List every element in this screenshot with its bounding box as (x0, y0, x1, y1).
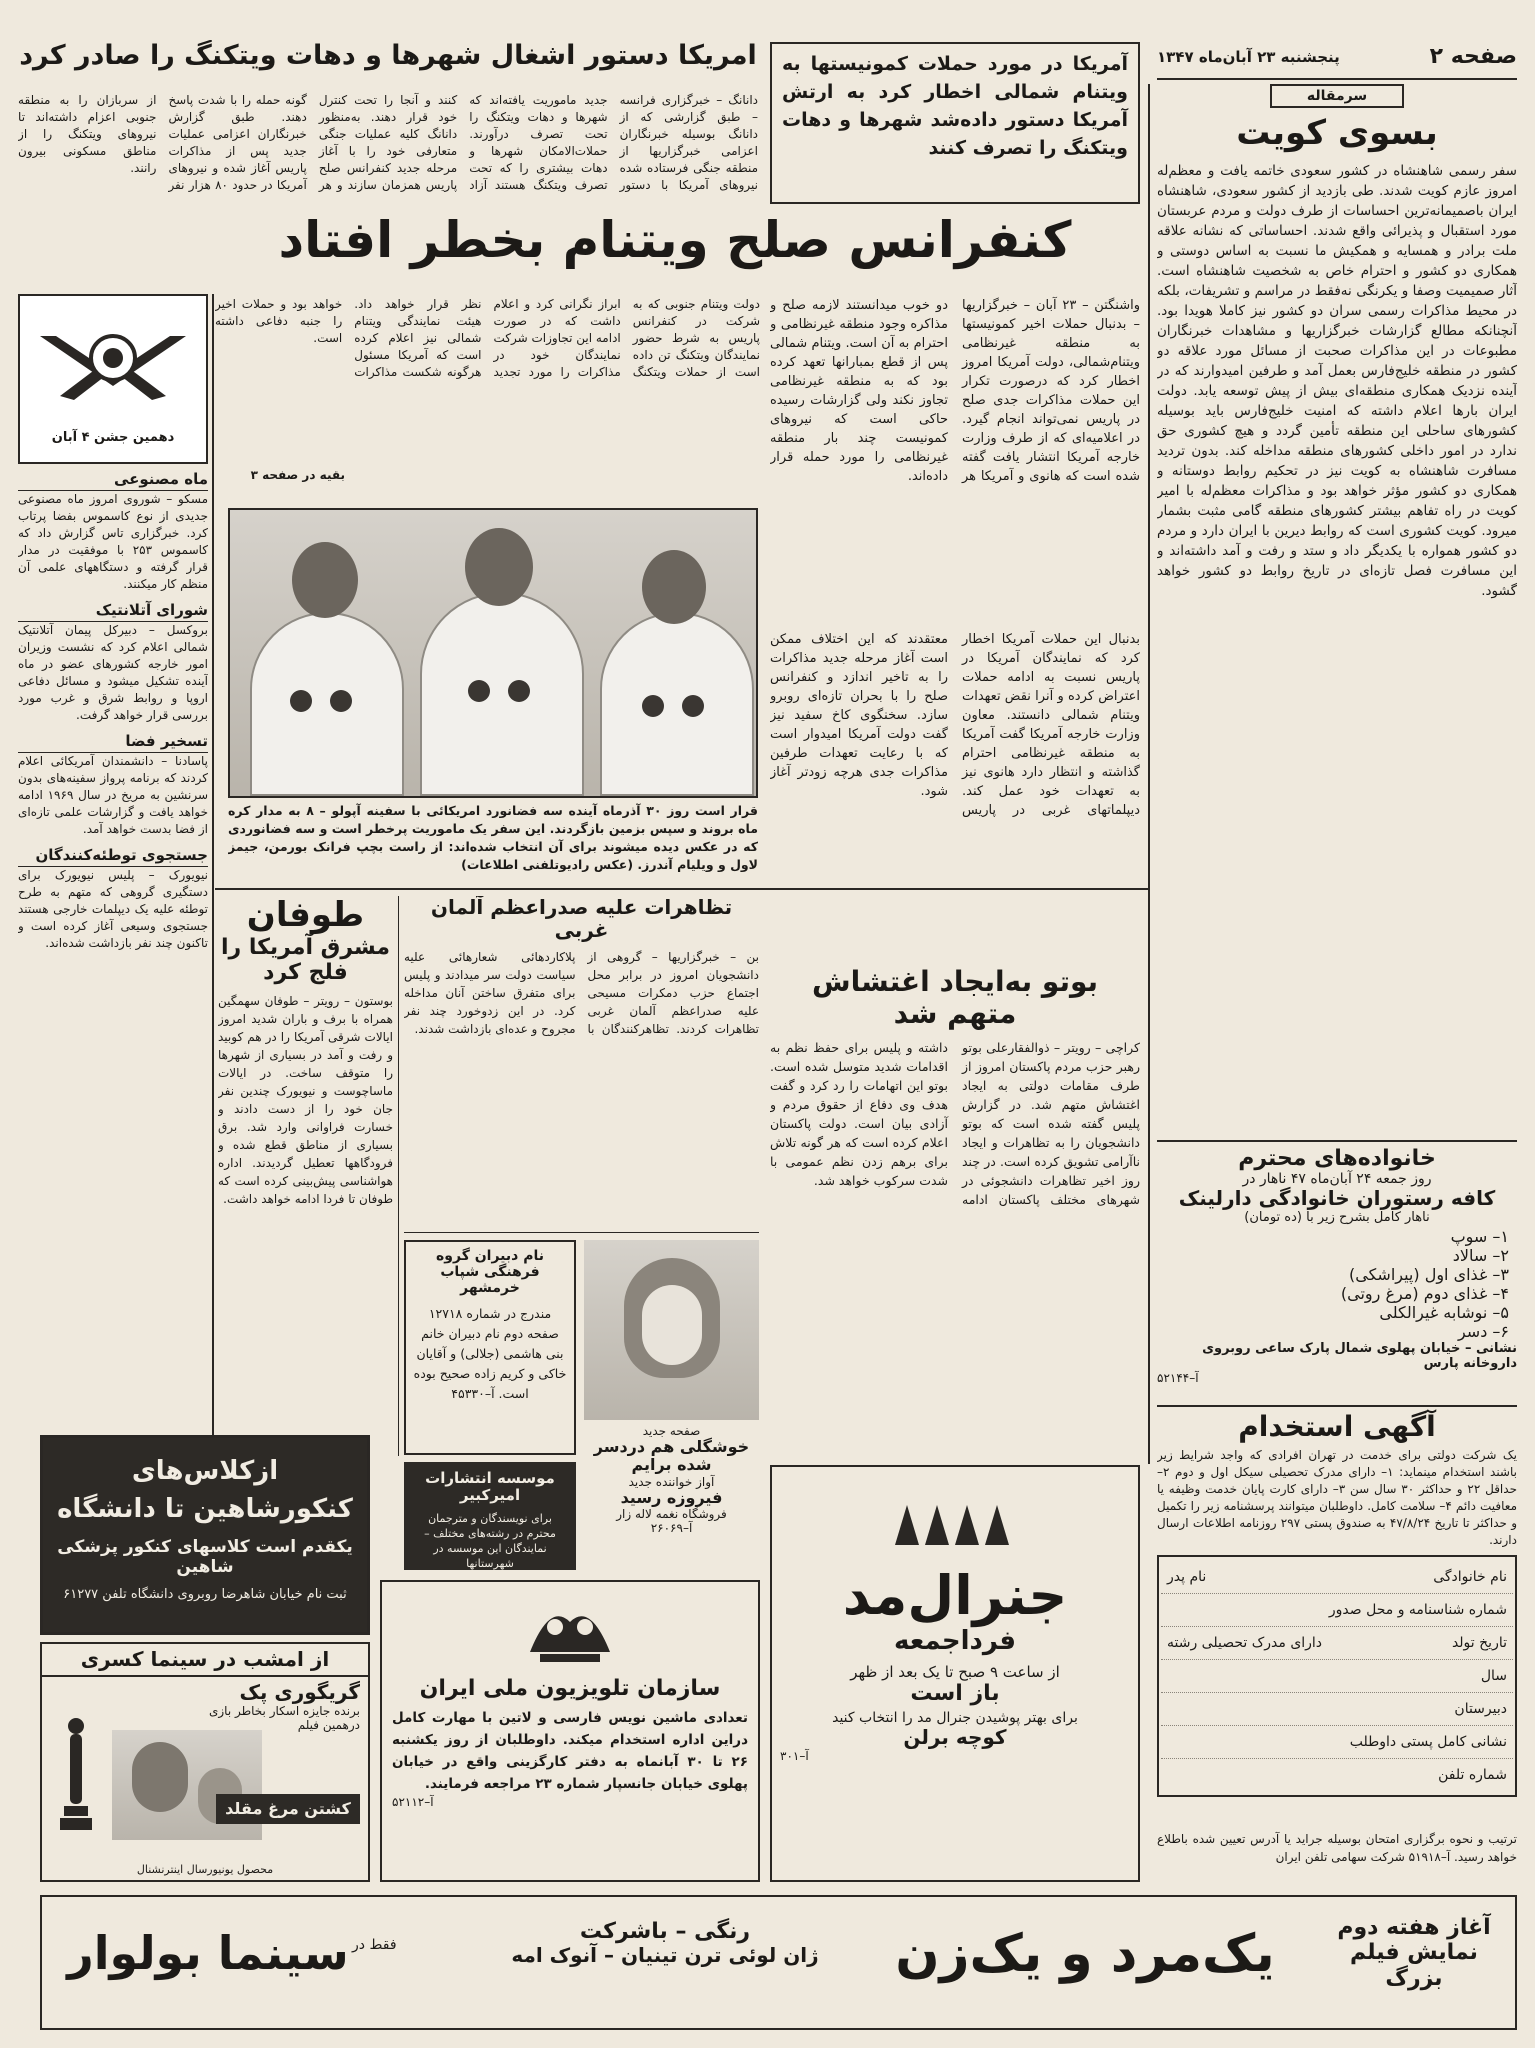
employment-footer: ترتیب و نحوه برگزاری امتحان بوسیله جراید یا آدرس تعیین شده باطلاع خواهد رسید. آ–۵۱۹۱۸ شرکت سهامی تلفن ایران (1157, 1832, 1517, 1864)
suit-connector (642, 695, 664, 717)
form-field-birth-date[interactable]: تاریخ تولد (1451, 1635, 1507, 1652)
singer-photo (584, 1240, 759, 1420)
form-row (1161, 1726, 1513, 1759)
form-field-id-number[interactable]: شماره شناسنامه و محل صدور (1328, 1602, 1507, 1619)
masthead (1157, 40, 1517, 80)
shahin-title: ازکلاس‌های کنکورشاهین تا دانشگاه (57, 1456, 353, 1524)
publisher-ad (404, 1462, 576, 1570)
menu-item: ۶– دسر (1457, 1322, 1509, 1342)
menu-item: ۴– غذای دوم (مرغ روتی) (1340, 1284, 1509, 1304)
form-row (1161, 1660, 1513, 1693)
space-title: تسخیر فضا (18, 732, 208, 753)
bhutto-text: کراچی – رویتر – ذوالفقارعلی بوتو رهبر حزب مردم پاکستان امروز از طرف مقامات دولتی به ایجاد اغتشاش متهم شد. در گزارش پلیس گفته شده است که بوتو دانشجویان را به تظاهرات و ایجاد ناآرامی تشویق کرده است. در چند روز اخیر تظاهرات دانشجوئی در شهرهای مختلف پاکستان ادامه داشته و پلیس برای حفظ نظم به اقدامات شدید متوسل شده است. بوتو این اتهامات را رد کرد و گفت هدف وی دفاع از حقوق مردم و آزادی بیان است. دولت پاکستان اعلام کرده است که هر گونه تلاش برای برهم زدن نظم عمومی با شدت سرکوب خواهد شد. (770, 1040, 1140, 1208)
record-code: آ–۲۶۰۶۹ (650, 1521, 693, 1536)
column-divider (398, 896, 399, 1456)
employment-text: یک شرکت دولتی برای خدمت در تهران افرادی که واجد شرایط زیر باشند استخدام مینماید: ۱– دارای مدرک تحصیلی سیکل اول و دوم ۲– حداقل ۲۲ و حداکثر ۳۰ سال سن ۳– دارای کارت پایان خدمت وظیفه یا معافیت دائم ۴– سلامت کامل. داوطلبان میتوانند پرسشنامه زیر را تکمیل و حداکثر تا تاریخ ۴۷/۸/۲۴ به صندوق پستی ۲۹۷ روزنامه اطلاعات ارسال دارند. (1157, 1448, 1517, 1548)
cinema-kasra-ad (40, 1642, 370, 1882)
singer-face (642, 1285, 702, 1365)
employment-ad (1157, 1405, 1517, 1825)
kasra-star: گریگوری پک (239, 1680, 360, 1704)
article-main-lead: واشنگتن – ۲۳ آبان – خبرگزاریها – بدنبال حملات اخیر کمونیستها به منطقه غیرنظامی ویتنام‌شمالی، دولت آمریکا امروز اخطار کرد که درصورت تکرار این حملات مذاکرات جدی صلح در پاریس نمی‌تواند انجام گیرد. در اعلامیه‌ای که از طرف وزارت خارجه آمریکا انتشار یافت گفته شده است که هانوی و آمریکا هر دو خوب میدانستند لازمه صلح و مذاکره وجود منطقه غیرنظامی و احترام به آن است. ویتنام شمالی پس از قطع بمبارانها تعهد کرده بود که به منطقه غیرنظامی تجاوز نکند ولی گزارشات رسیده حاکی است که نیروهای کمونیست چند بار منطقه غیرنظامی را مورد حمله قرار داده‌اند. (770, 298, 1140, 484)
record-singer: فیروزه رسید (620, 1487, 723, 1507)
storm-title: طوفان (246, 896, 365, 935)
article-main-right: بدنبال این حملات آمریکا اخطار کرد که نمایندگان آمریکا در پاریس نسبت به ادامه حملات اعتراض کرده و آنرا نقض تعهدات ویتنام شمالی دانستند. معاون وزارت خارجه آمریکا گفت آمریکا به منطقه غیرنظامی احترام گذاشته و انتظار دارد هانوی نیز به تعهدات خود عمل کند. دیپلماتهای غربی در پاریس معتقدند که این اختلاف ممکن است آغاز مرحله جدید مذاکرات را به تاخیر اندازد و کنفرانس صلح را با بحران تازه‌ای روبرو سازد. سخنگوی کاخ سفید نیز گفت دولت آمریکا امیدوار است که با رعایت تعهدات طرفین مذاکرات جدی هرچه زودتر آغاز شود. (770, 632, 1140, 818)
kasra-award: برنده جایزه اسکار بخاطر بازی (208, 1704, 360, 1718)
suit-connector (330, 690, 352, 712)
sidebar-news (18, 470, 208, 1470)
publisher-text: برای نویسندگان و مترجمان محترم در رشته‌های مختلف – نمایندگان این موسسه در شهرستانها (424, 1511, 556, 1570)
editorial-title: بسوی کویت (1236, 113, 1438, 153)
storm-article (218, 896, 393, 1456)
kasra-in-film: درهمین فیلم (297, 1718, 360, 1732)
article-occupation: دانانگ – خبرگزاری فرانسه – طبق گزارشی که از دانانگ بوسیله خبرنگاران اعزامی خبرگزاریها از منطقه جنگی فرستاده شده نیروهای آمریکا با دستور جدید ماموریت یافته‌اند که شهرها و دهات ویتکنگ را تحت تصرف درآورند. حملات‌الامکان شهرها و دهات بیشتری را که تحت تصرف ویتکنگ هستند آزاد کنند و آنجا را تحت کنترل خود قرار دهند. به‌منظور دانانگ کلیه عملیات جنگی متعارفی خود را با آغاز مرحله جدید کنفرانس صلح پاریس همزمان سازند و هر گونه حمله را با شدت پاسخ دهند. طبق گزارش خبرنگاران اعزامی عملیات جدید پس از مذاکرات پاریس آغاز شده و نیروهای آمریکا در حدود ۸۰ هزار نفر از سربازان را به منطقه جنوبی اعزام داشته‌اند تا نیروهای ویتکنگ را از مناطق مسکونی بیرون رانند. (18, 93, 758, 192)
storm-subtitle: مشرق آمریکا را فلج کرد (220, 935, 391, 986)
general-mad-subtitle: فرداجمعه (893, 1626, 1017, 1657)
nato-text: بروکسل – دبیرکل پیمان آتلانتیک شمالی اعلام کرد که نشست وزیران امور خارجه کشورهای عضو در ماه آینده تشکیل میشود و مسائل دفاعی اروپا و روابط شرق و غرب مورد بررسی قرار خواهد گرفت. (18, 623, 208, 722)
general-mad-slogan: برای بهتر پوشیدن جنرال مد را انتخاب کنید (832, 1710, 1078, 1727)
boulevard-film: یک‌مرد و یک‌زن (895, 1924, 1275, 1984)
cinema-boulevard-ad (40, 1895, 1517, 2030)
emblem-icon (20, 296, 206, 426)
form-row (1161, 1627, 1513, 1660)
oscar-statuette-icon (56, 1714, 96, 1834)
editorial-column (1157, 84, 1517, 1134)
suit-connector (682, 695, 704, 717)
record-tag: صفحه جدید (642, 1424, 701, 1438)
kasra-header: از امشب در سینما کسری (42, 1644, 368, 1677)
publisher-title: موسسه انتشارات امیرکبیر (425, 1469, 555, 1505)
boulevard-big: نمایش فیلم بزرگ (1350, 1940, 1478, 1991)
form-field-degree[interactable]: دارای مدرک تحصیلی رشته (1167, 1635, 1323, 1652)
article-main-center: دولت ویتنام جنوبی که به شرکت در کنفرانس پاریس به شرط حضور نمایندگان ویتکنگ تن داده است از حملات ویتکنگ ابراز نگرانی کرد و اعلام داشت که در صورت ادامه این تجاوزات شرکت نمایندگان خود در مذاکرات را مورد تجدید نظر قرار خواهد داد. هیئت نمایندگی ویتنام شمالی نیز اعلام کرده است که آمریکا مسئول هرگونه شکست مذاکرات خواهد بود و حملات اخیر را جنبه دفاعی داشته است. (215, 297, 760, 379)
boulevard-only: فقط در (352, 1937, 397, 1953)
form-field-year[interactable]: سال (1480, 1668, 1507, 1685)
shahin-subtitle: یکقدم است کلاسهای کنکور پزشکی شاهین (57, 1537, 353, 1577)
menu-list (1157, 1227, 1517, 1341)
restaurant-code: آ–۵۲۱۴۴ (1157, 1371, 1199, 1386)
culture-title: نام دبیران گروه فرهنگی شپاب خرمشهر (436, 1248, 544, 1297)
general-mad-open: باز است (910, 1680, 1000, 1706)
tv-code: آ–۵۲۱۱۲ (392, 1795, 434, 1810)
column-divider (1148, 84, 1150, 1464)
boulevard-cinema: سینما بولوار (67, 1926, 349, 1980)
form-row (1161, 1561, 1513, 1594)
general-mad-code: آ–۳۰۱ (780, 1749, 809, 1764)
restaurant-name: کافه رستوران خانوادگی دارلینک (1178, 1186, 1496, 1211)
tv-emblem-icon (520, 1592, 620, 1672)
storm-text: بوستون – رویتر – طوفان سهمگین همراه با برف و باران شدید امروز ایالات شرقی آمریکا را در هم کوبید و رفت و آمد در بسیاری از شهرها را متوقف ساخت. در ایالات ماساچوست و نیویورک چندین نفر جان خود را از دست دادند و خسارت فراوانی وارد شد. برق بسیاری از مناطق قطع شده و فرودگاهها تعطیل گردیدند. اداره هواشناسی پیش‌بینی کرده است که طوفان تا فردا ادامه خواهد داشت. (218, 993, 393, 1206)
form-field-address[interactable]: نشانی کامل پستی داوطلب (1349, 1734, 1507, 1751)
germany-text: بن – خبرگزاریها – گروهی از دانشجویان امروز در برابر محل اجتماع حزب دمکرات مسیحی علیه صدراعظم آلمان غربی تظاهرات کردند. تظاهرکنندگان با پلاکاردهائی شعارهائی علیه سیاست دولت سر میدادند و پلیس برای متفرق ساختن آنان مداخله کرد. در این زدوخورد چند نفر مجروح و عده‌ای بازداشت شدند. (404, 950, 759, 1036)
culture-notice (404, 1240, 576, 1455)
form-field-phone[interactable]: شماره تلفن (1438, 1767, 1507, 1784)
astronaut-head (642, 550, 706, 624)
shahin-address: ثبت نام خیابان شاهرضا روبروی دانشگاه تلفن ۶۱۲۷۷ (63, 1587, 347, 1603)
form-row (1161, 1693, 1513, 1726)
editorial-text: سفر رسمی شاهنشاه در کشور سعودی خاتمه یافت و معظم‌له امروز عازم کویت شدند. طی بازدید از کشور سعودی، شاهنشاه ایران باصمیمانه‌ترین احساسات از طرف دولت و مردم عربستان مورد استقبال و پذیرائی واقع شدند. احساساتی که نشانه علاقه ملت برادر و همسایه و همکیش ما نسبت به اساس دوستی و همکاری دو کشور و احترام خاص به شخصیت شاهنشاه است. آثار صمیمیت وصفا و یکرنگی نه‌فقط در مراسم و تشریفات، بلکه در محیط مذاکرات رسمی سران دو کشور نیز کاملا هویدا بود. آنچنانکه مطالع گزارشات خبرگزاریها و مشاهدات خبرنگاران مطبوعات در این مذاکرات صحبت از مسائل مورد علاقه دو کشور در منطقه خلیج‌فارس بعمل آمد و طرفین امیدوارند که در آینده نزدیک همکاری منطقه‌ای بیش از پیش توسعه یابد. دولت ایران بارها اعلام داشته که امنیت خلیج‌فارس باید بوسیله کشورهای ساحلی این منطقه تأمین گردد و هیچ کشوری حق ندارد در امور داخلی کشورهای منطقه مداخله کند. بدون تردید مسافرت شاهنشاه به کویت نیز در تحکیم روابط دوستانه و همکاری دو کشور مؤثر خواهد بود و مذاکرات معظم‌له با امیر کویت در راه تفاهم بیشتر کشورهای منطقه گامی مثبت بشمار میرود. کویت کشوری است که روابط دیرین با ایران دارد و مردم دو کشور همواره با یکدیگر داد و ستد و رفت و آمد داشته‌اند و این مسافرت فصل تازه‌ای در تاریخ روابط دو کشور خواهد گشود. (1157, 163, 1517, 600)
restaurant-date: روز جمعه ۲۴ آبان‌ماه ۴۷ ناهار در (1242, 1171, 1432, 1188)
shahin-ad (40, 1435, 370, 1635)
moon-text: مسکو – شوروی امروز ماه مصنوعی جدیدی از نوع کاسموس بفضا پرتاب کرد. خبرگزاری تاس گزارش داد که کاسموس ۲۵۳ با موفقیت در مدار قرار گرفته و دستگاههای علمی آن منظم کار میکنند. (18, 492, 208, 591)
menu-intro: ناهار کامل بشرح زیر با (ده تومان) (1244, 1210, 1430, 1226)
general-mad-ad (770, 1465, 1140, 1882)
record-shop: فروشگاه نغمه لاله زار (616, 1507, 727, 1522)
moon-title: ماه مصنوعی (18, 470, 208, 491)
search-text: نیویورک – پلیس نیویورک برای دستگیری گروهی که متهم به طرح توطئه علیه یک دیپلمات خارجی هستند جستجوی وسیعی آغاز کرده است و تاکنون چند نفر بازداشت شده‌اند. (18, 868, 208, 950)
boulevard-week-block (1329, 1915, 1499, 1991)
section-divider (404, 1232, 759, 1233)
search-title: جستجوی توطئه‌کنندگان (18, 846, 208, 867)
bhutto-title: بوتو به‌ایجاد اغتشاش (811, 966, 1099, 998)
tv-title: سازمان تلویزیون ملی ایران (419, 1676, 721, 1701)
bhutto-article (770, 966, 1140, 1456)
actor-portrait (132, 1742, 188, 1812)
tv-ad (380, 1580, 760, 1882)
restaurant-headline: خانواده‌های محترم (1238, 1146, 1436, 1171)
menu-item: ۲– سالاد (1452, 1246, 1509, 1266)
form-row (1161, 1594, 1513, 1627)
astronaut-figure (250, 612, 404, 796)
restaurant-ad (1157, 1140, 1517, 1400)
general-mad-street: کوچه برلن (903, 1725, 1007, 1750)
boulevard-cast-block (505, 1919, 825, 1967)
astronaut-head (292, 542, 358, 618)
form-field-high-school[interactable]: دبیرستان (1454, 1701, 1507, 1718)
kasra-film-title: کشتن مرغ مقلد (216, 1794, 360, 1824)
astronaut-head (465, 528, 533, 606)
boxed-headline: آمریکا در مورد حملات کمونیستها به ویتنام شمالی اخطار کرد به ارتش آمریکا دستور داده‌شد شهرها و دهات ویتکنگ را تصرف کنند (770, 42, 1140, 204)
suit-connector (290, 690, 312, 712)
anniversary-emblem (18, 294, 208, 464)
nato-title: شورای آتلانتیک (18, 601, 208, 622)
boulevard-actors: ژان لوئی ترن تینیان – آنوک امه (511, 1943, 819, 1968)
section-divider (215, 888, 1150, 890)
suit-connector (468, 680, 490, 702)
germany-article (404, 896, 759, 1226)
column-divider (212, 294, 214, 1464)
employment-form (1157, 1555, 1517, 1797)
photo-caption: قرار است روز ۳۰ آذرماه آینده سه فضانورد امریکائی با سفینه آپولو – ۸ به مدار کره ماه بروند و سپس بزمین بازگردند. این سفر یک ماموریت پرخطر است و سه فضانوردی که در عکس دیده میشوند برای آن انتخاب شده‌اند: از راست بچپ فرانک بورمن، جیمز لاول و ویلیام آندرز. (عکس رادیوتلفنی اطلاعات) (228, 803, 758, 872)
astronaut-figure (420, 592, 584, 796)
form-field-father-name[interactable]: نام پدر (1167, 1569, 1207, 1586)
tv-text: تعدادی ماشین نویس فارسی و لاتین با مهارت کامل دراین اداره استخدام میکند. داوطلبان از روز یکشنبه ۲۶ تا ۳۰ آبانماه به دفتر کارگزینی واقع در خیابان پهلوی خیابان جانسپار شماره ۲۳ مراجعه فرمایند. (392, 1710, 748, 1793)
general-mad-title: جنرال‌مد (842, 1564, 1068, 1627)
record-title: خوشگلی هم دردسر شده برایم (593, 1437, 750, 1475)
boulevard-color: رنگی – باشرکت (579, 1919, 751, 1944)
culture-text: مندرج در شماره ۱۲۷۱۸ صفحه دوم نام دبیران خانم بنی هاشمی (جلالی) و آقایان خاکی و کریم زاده صحیح بوده است. آ–۴۵۳۳۰ (413, 1306, 567, 1402)
germany-title: تظاهرات علیه صدراعظم آلمان غربی (430, 896, 733, 942)
form-field-family-name[interactable]: نام خانوادگی (1433, 1569, 1507, 1586)
astronauts-photo (228, 508, 758, 798)
menu-item: ۵– نوشابه غیرالکلی (1379, 1303, 1509, 1323)
emblem-caption: دهمین جشن ۴ آبان (51, 430, 175, 445)
bhutto-subtitle: متهم شد (893, 997, 1017, 1031)
hanger-row-icon (885, 1485, 1025, 1555)
editorial-tag: سرمقاله (1270, 84, 1404, 108)
page-number: صفحه ۲ (1429, 44, 1517, 69)
space-text: پاسادنا – دانشمندان آمریکائی اعلام کردند که برنامه پرواز سفینه‌های بدون سرنشین به مریخ در سال ۱۹۶۹ ادامه خواهد یافت و گزارشات علمی تازه‌ای از فضا بدست خواهد آمد. (18, 754, 208, 836)
astronaut-figure (600, 612, 754, 796)
issue-date: پنجشنبه ۲۳ آبان‌ماه ۱۳۴۷ (1157, 48, 1340, 66)
restaurant-address: نشانی – خیابان پهلوی شمال پارک ساعی روبروی داروخانه پارس (1202, 1341, 1517, 1372)
employment-title: آگهی استخدام (1238, 1410, 1436, 1443)
suit-connector (508, 680, 530, 702)
record-ad (584, 1240, 759, 1570)
main-headline: کنفرانس صلح ویتنام بخطر افتاد (278, 212, 1072, 269)
menu-item: ۳– غذای اول (پیراشکی) (1349, 1265, 1509, 1285)
record-singer-line: آواز خواننده جدید (628, 1474, 715, 1489)
boulevard-week: آغاز هفته دوم (1337, 1915, 1491, 1940)
form-row (1161, 1759, 1513, 1791)
continued-note: بقیه در صفحه ۳ (250, 468, 345, 482)
menu-item: ۱– سوپ (1450, 1227, 1509, 1247)
kasra-studio: محصول یونیورسال اینترنشنال (136, 1863, 274, 1876)
headline-occupation: امریکا دستور اشغال شهرها و دهات ویتکنگ را صادر کرد (19, 40, 757, 71)
general-mad-hours: از ساعت ۹ صبح تا یک بعد از ظهر (850, 1662, 1060, 1681)
